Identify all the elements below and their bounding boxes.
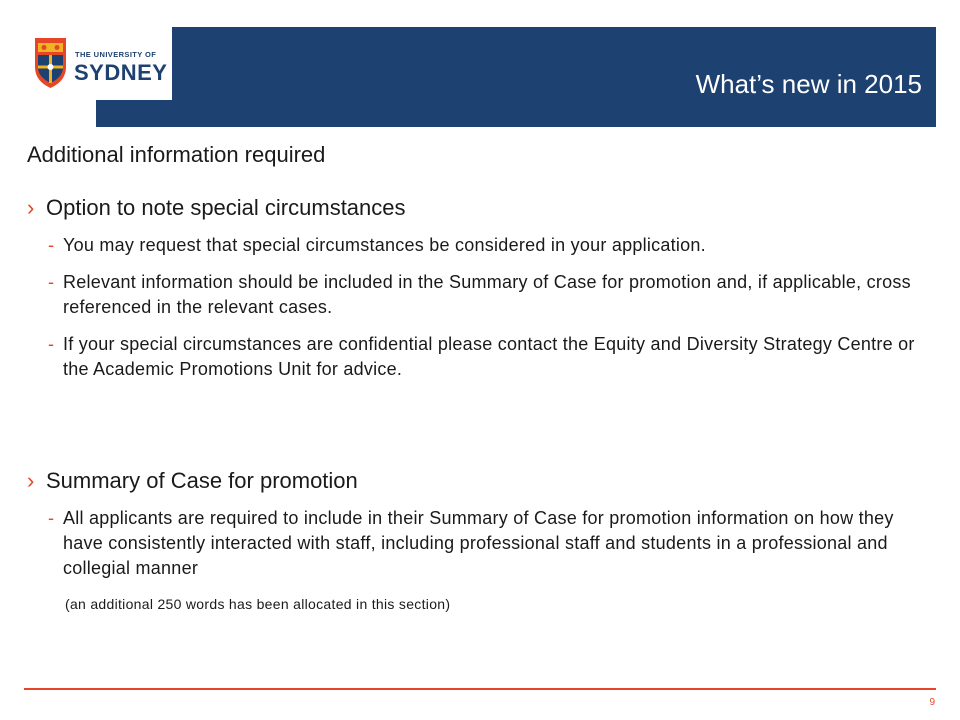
list-item-text: You may request that special circumstances be considered in your application. [63, 235, 706, 255]
list-item [27, 233, 930, 258]
section-heading-text: Option to note special circumstances [46, 195, 406, 220]
list-item [27, 270, 930, 320]
section-heading [27, 195, 930, 221]
list-item-text: All applicants are required to include in their Summary of Case for promotion information on how they have consistently interacted with staff, including professional staff and students in a professional and collegial manner [63, 508, 894, 578]
dash-icon: - [48, 235, 55, 255]
section-heading [27, 468, 930, 494]
chevron-icon: › [27, 468, 35, 493]
slide-title: What’s new in 2015 [695, 69, 922, 99]
page-number: 9 [929, 697, 935, 708]
dash-icon: - [48, 334, 55, 354]
section-special-circumstances [27, 195, 930, 382]
university-crest-icon [34, 37, 67, 89]
section-note: (an additional 250 words has been allocated in this section) [65, 596, 451, 612]
dash-icon: - [48, 508, 55, 528]
list-item [27, 332, 930, 382]
logo-text-line1: THE UNIVERSITY OF [75, 50, 157, 59]
logo-text-line2: SYDNEY [74, 60, 168, 85]
university-logo[interactable] [24, 27, 172, 100]
section-summary-of-case [27, 468, 930, 612]
list-item-text: If your special circumstances are confidential please contact the Equity and Diversity Strategy Centre or the Academic Promotions Unit for advice. [63, 334, 915, 379]
footer-divider [24, 688, 936, 690]
chevron-icon: › [27, 195, 35, 220]
dash-icon: - [48, 272, 55, 292]
slide-subtitle: Additional information required [27, 142, 326, 167]
list-item-text: Relevant information should be included in the Summary of Case for promotion and, if applicable, cross referenced in the relevant cases. [63, 272, 911, 317]
section-heading-text: Summary of Case for promotion [46, 468, 358, 493]
list-item [27, 506, 930, 581]
